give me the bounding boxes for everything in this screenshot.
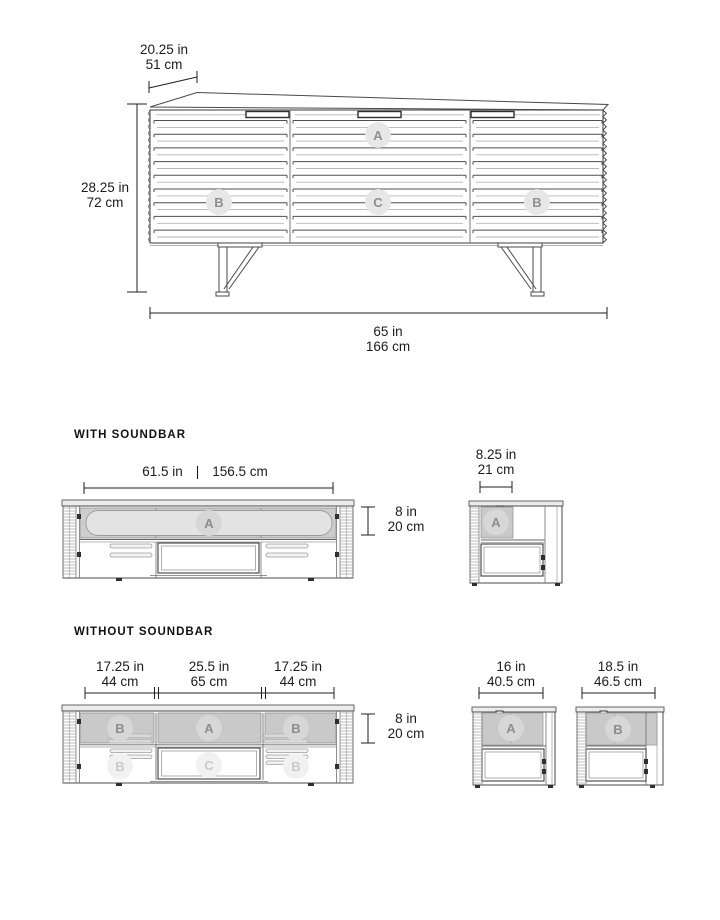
sb-depth-in: 8.25 in: [475, 447, 517, 462]
width-cm: 166 cm: [365, 339, 411, 354]
label-a-main: A: [365, 122, 391, 148]
depth-in: 20.25 in: [139, 42, 189, 57]
left-leg-brace: [229, 247, 259, 289]
soundbar-height-dimension: [378, 504, 434, 534]
main-depth-dimension: [128, 42, 200, 72]
label-a-front: A: [196, 715, 222, 741]
top-lip: [469, 501, 563, 506]
label-b-main-right: B: [524, 189, 550, 215]
label-b-lower-right: B: [283, 753, 309, 779]
height-in: 28.25 in: [80, 180, 130, 195]
top-lip: [62, 500, 354, 506]
side-b-cm: 46.5 cm: [593, 674, 643, 689]
seg-mid-in: 25.5 in: [188, 659, 230, 674]
side-a-depth-dimension: [471, 659, 551, 689]
slat-edge-left: [148, 110, 150, 243]
label-b-lower-left: B: [107, 753, 133, 779]
main-height-dimension: [69, 180, 141, 210]
top-lip: [576, 707, 664, 712]
width-in: 65 in: [373, 324, 403, 339]
seg-left-cm: 44 cm: [101, 674, 139, 689]
ns-height-cm: 20 cm: [387, 726, 425, 741]
sb-width-in: 61.5 in: [142, 464, 183, 479]
left-leg-post: [219, 247, 227, 292]
side-b-depth-dimension: [578, 659, 658, 689]
soundbar-side-dimensions: [480, 481, 512, 493]
console-top-surface: [150, 93, 608, 111]
left-leg-brace: [224, 247, 253, 289]
segment-right-dimension: [258, 659, 338, 689]
top-lip: [472, 707, 556, 712]
handle-right: [471, 112, 514, 118]
side-a-cm: 40.5 cm: [486, 674, 536, 689]
label-b-main-left: B: [206, 189, 232, 215]
ns-height-in: 8 in: [395, 711, 417, 726]
label-a-side: A: [498, 715, 524, 741]
soundbar-side-drawing: [469, 501, 563, 586]
soundbar-width-dimension: [105, 464, 305, 479]
soundbar-side-depth-dimension: [460, 447, 532, 477]
depth-dim-line: [149, 77, 197, 88]
right-leg-foot: [531, 292, 544, 296]
open-compartment: [481, 544, 543, 576]
seg-right-in: 17.25 in: [273, 659, 323, 674]
side-b-in: 18.5 in: [597, 659, 639, 674]
open-compartment: [158, 543, 259, 573]
label-b-front-left: B: [107, 715, 133, 741]
sb-height-in: 8 in: [395, 504, 417, 519]
without-soundbar-heading: WITHOUT SOUNDBAR: [74, 626, 214, 638]
seg-right-cm: 44 cm: [279, 674, 317, 689]
sb-height-cm: 20 cm: [387, 519, 425, 534]
right-leg-post: [533, 247, 541, 292]
open-compartment: [482, 749, 544, 781]
segment-left-dimension: [80, 659, 160, 689]
top-lip: [62, 705, 354, 711]
sb-width-cm: 156.5 cm: [212, 464, 268, 479]
height-cm: 72 cm: [86, 195, 124, 210]
label-b-side: B: [605, 716, 631, 742]
with-soundbar-heading: WITH SOUNDBAR: [74, 429, 187, 441]
label-b-front-right: B: [283, 715, 309, 741]
label-c-lower: C: [196, 752, 222, 778]
left-leg-rail: [218, 243, 262, 247]
open-compartment: [586, 749, 646, 781]
no-soundbar-height-dimension: [378, 711, 434, 741]
segment-middle-dimension: [169, 659, 249, 689]
slat-edge-right: [603, 110, 606, 243]
label-a-soundbar: A: [196, 510, 222, 536]
label-a-soundbar-side: A: [483, 509, 509, 535]
seg-left-in: 17.25 in: [95, 659, 145, 674]
right-leg-rail: [498, 243, 542, 247]
left-leg-foot: [216, 292, 229, 296]
console-legs: [216, 243, 544, 296]
seg-mid-cm: 65 cm: [190, 674, 228, 689]
right-leg-brace: [507, 247, 536, 289]
handle-left: [246, 112, 289, 118]
depth-cm: 51 cm: [145, 57, 183, 72]
sb-depth-cm: 21 cm: [477, 462, 515, 477]
handle-middle: [358, 112, 401, 118]
main-width-dimension: [338, 324, 438, 354]
label-c-main: C: [365, 189, 391, 215]
side-a-in: 16 in: [496, 659, 526, 674]
sb-width-sep: |: [195, 464, 200, 479]
door-handles: [246, 112, 514, 118]
right-leg-brace: [501, 247, 531, 289]
